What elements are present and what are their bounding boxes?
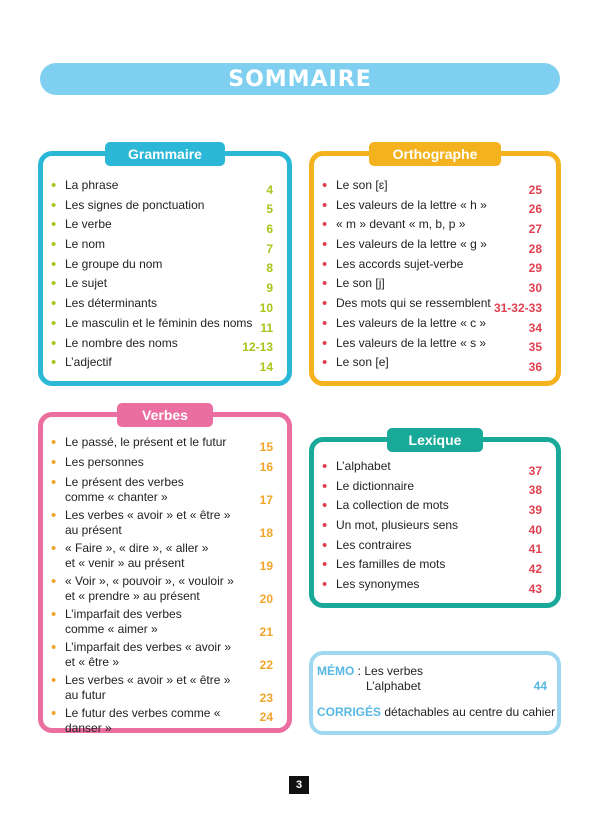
toc-entry bbox=[322, 276, 542, 296]
toc-entry-page: 41 bbox=[528, 542, 542, 557]
section-grammaire bbox=[38, 146, 292, 386]
toc-entry bbox=[51, 435, 273, 455]
toc-entry-label-group bbox=[322, 276, 385, 291]
toc-entry-label: L’imparfait des verbes comme « aimer » bbox=[65, 606, 182, 636]
toc-entry-page: 24 bbox=[259, 710, 273, 725]
toc-entry-page: 21 bbox=[259, 624, 273, 639]
toc-entry-label-group bbox=[51, 541, 208, 571]
toc-entry-label: Le groupe du nom bbox=[65, 256, 163, 271]
toc-entry-page: 38 bbox=[528, 483, 542, 498]
bullet-icon: • bbox=[322, 576, 328, 594]
toc-entry bbox=[322, 178, 542, 198]
toc-entry-label-group bbox=[322, 296, 491, 311]
section-heading-grammaire: Grammaire bbox=[105, 142, 225, 166]
toc-entry-page: 31-32-33 bbox=[493, 300, 542, 315]
toc-entry bbox=[322, 479, 542, 499]
bullet-icon: • bbox=[322, 314, 328, 332]
toc-entry-label: Les personnes bbox=[65, 454, 144, 469]
toc-entry-page: 36 bbox=[528, 359, 542, 374]
toc-entry-label-group bbox=[322, 257, 463, 272]
toc-entry-label: Le son [j] bbox=[336, 276, 385, 291]
toc-entry-label-group bbox=[51, 640, 231, 670]
memo-line-1 bbox=[317, 664, 423, 678]
bullet-icon: • bbox=[322, 177, 328, 194]
toc-entry-label: Les valeurs de la lettre « h » bbox=[336, 197, 487, 212]
bullet-icon: • bbox=[322, 517, 328, 535]
toc-entry bbox=[51, 316, 273, 336]
toc-entry-page: 9 bbox=[266, 281, 273, 296]
toc-entry bbox=[322, 316, 542, 336]
memo-key: MÉMO bbox=[317, 664, 355, 678]
title-banner bbox=[40, 63, 560, 95]
toc-entry-label: Le dictionnaire bbox=[336, 478, 415, 493]
corriges-key: CORRIGÉS bbox=[317, 705, 382, 719]
toc-entry-label: Le nom bbox=[65, 237, 106, 252]
bullet-icon: • bbox=[322, 556, 328, 574]
toc-entry-page: 18 bbox=[259, 525, 273, 540]
toc-entry-label-group bbox=[322, 355, 389, 370]
toc-entry-page: 43 bbox=[528, 581, 542, 596]
page-number: 3 bbox=[289, 776, 309, 794]
toc-entry bbox=[322, 538, 542, 558]
toc-entry bbox=[51, 475, 273, 508]
bullet-icon: • bbox=[322, 236, 328, 254]
toc-entry bbox=[322, 257, 542, 277]
toc-entry-label-group bbox=[322, 178, 388, 193]
toc-entry bbox=[51, 704, 273, 735]
bullet-icon: • bbox=[51, 704, 57, 722]
toc-entry-label-group bbox=[51, 355, 112, 370]
toc-entry-page: 7 bbox=[266, 241, 273, 256]
bullet-icon: • bbox=[322, 477, 328, 495]
toc-entry-page: 16 bbox=[259, 459, 273, 474]
toc-entry bbox=[322, 237, 542, 257]
toc-entry-page: 5 bbox=[266, 202, 273, 217]
bullet-icon: • bbox=[51, 605, 57, 623]
toc-entry-label: Les accords sujet-verbe bbox=[336, 256, 464, 271]
toc-entry bbox=[51, 508, 273, 541]
toc-entry-label: Les valeurs de la lettre « g » bbox=[336, 237, 487, 252]
toc-entry-label-group bbox=[51, 178, 118, 193]
toc-entry-label-group bbox=[322, 217, 465, 232]
toc-entry-label: L’alphabet bbox=[336, 459, 391, 473]
memo-line-2 bbox=[366, 679, 421, 693]
toc-entry-label-group bbox=[322, 479, 414, 494]
toc-entry bbox=[51, 336, 273, 356]
corriges-line bbox=[317, 705, 555, 719]
bullet-icon: • bbox=[322, 497, 328, 515]
toc-entry bbox=[51, 640, 273, 673]
toc-entry-label: Le futur des verbes comme « danser » bbox=[65, 705, 221, 735]
bullet-icon: • bbox=[51, 453, 57, 471]
toc-entry-label: La phrase bbox=[65, 178, 119, 192]
toc-entry-page: 37 bbox=[528, 463, 542, 478]
orthographe-list bbox=[322, 178, 542, 375]
section-heading-lexique: Lexique bbox=[387, 428, 483, 452]
toc-entry-page: 25 bbox=[528, 182, 542, 197]
toc-entry bbox=[51, 178, 273, 198]
toc-entry-label: Le son [ɛ] bbox=[336, 178, 388, 192]
toc-entry bbox=[51, 673, 273, 706]
toc-entry-label-group bbox=[51, 455, 144, 470]
toc-entry-label-group bbox=[322, 538, 411, 553]
toc-entry bbox=[51, 257, 273, 277]
toc-entry bbox=[322, 217, 542, 237]
toc-entry-page: 17 bbox=[259, 492, 273, 507]
toc-entry-page: 6 bbox=[266, 222, 273, 237]
toc-entry-label-group bbox=[322, 557, 445, 572]
toc-entry-page: 28 bbox=[528, 241, 542, 256]
toc-entry-label-group bbox=[51, 574, 234, 604]
section-orthographe bbox=[309, 146, 561, 386]
toc-entry-label-group bbox=[322, 237, 487, 252]
bullet-icon: • bbox=[322, 536, 328, 554]
toc-entry bbox=[51, 574, 273, 607]
toc-entry-page: 40 bbox=[528, 522, 542, 537]
toc-entry-page: 11 bbox=[260, 320, 273, 335]
toc-entry-label: Le son [e] bbox=[336, 355, 389, 370]
toc-entry bbox=[51, 198, 273, 218]
toc-entry-page: 10 bbox=[259, 300, 273, 315]
toc-entry-label: « Faire », « dire », « aller » et « venir » au présent bbox=[65, 540, 209, 570]
toc-entry bbox=[51, 455, 273, 475]
bullet-icon: • bbox=[51, 334, 57, 352]
toc-entry-page: 30 bbox=[528, 281, 542, 296]
toc-entry bbox=[322, 296, 542, 316]
toc-entry-label-group bbox=[322, 316, 486, 331]
toc-entry-label-group bbox=[322, 459, 391, 474]
toc-entry-label: Les valeurs de la lettre « c » bbox=[336, 315, 487, 330]
toc-entry bbox=[322, 355, 542, 375]
toc-entry-page: 29 bbox=[528, 261, 542, 276]
toc-entry-label-group bbox=[51, 237, 105, 252]
section-verbes bbox=[38, 407, 292, 735]
bullet-icon: • bbox=[51, 275, 57, 293]
toc-entry-page: 19 bbox=[259, 558, 273, 573]
bullet-icon: • bbox=[322, 295, 328, 313]
bullet-icon: • bbox=[51, 506, 57, 524]
page-title: SOMMAIRE bbox=[228, 66, 372, 92]
toc-entry-label-group bbox=[51, 276, 107, 291]
toc-entry-label-group bbox=[322, 498, 449, 513]
toc-entry-label: Les valeurs de la lettre « s » bbox=[336, 335, 487, 350]
bullet-icon: • bbox=[51, 638, 57, 656]
toc-entry bbox=[322, 498, 542, 518]
toc-entry-label-group bbox=[322, 336, 486, 351]
bullet-icon: • bbox=[51, 671, 57, 689]
toc-entry bbox=[322, 336, 542, 356]
toc-entry-label-group bbox=[51, 316, 252, 331]
bullet-icon: • bbox=[51, 177, 57, 194]
toc-entry-label-group bbox=[51, 336, 178, 351]
corriges-text: détachables au centre du cahier bbox=[381, 705, 556, 719]
toc-entry bbox=[322, 198, 542, 218]
toc-entry-page: 34 bbox=[528, 320, 542, 335]
toc-entry-page: 22 bbox=[259, 657, 273, 672]
toc-entry-page: 35 bbox=[528, 340, 542, 355]
bullet-icon: • bbox=[322, 255, 328, 273]
toc-entry-label: Le nombre des noms bbox=[65, 335, 178, 350]
toc-entry-label: Les déterminants bbox=[65, 296, 158, 311]
bullet-icon: • bbox=[51, 236, 57, 254]
toc-entry bbox=[51, 237, 273, 257]
bullet-icon: • bbox=[51, 216, 57, 234]
toc-entry-label: Les familles de mots bbox=[336, 557, 446, 572]
bullet-icon: • bbox=[51, 572, 57, 590]
toc-entry-page: 26 bbox=[528, 202, 542, 217]
bullet-icon: • bbox=[322, 334, 328, 352]
toc-entry bbox=[51, 541, 273, 574]
bullet-icon: • bbox=[322, 196, 328, 214]
toc-entry-label-group bbox=[51, 607, 182, 637]
toc-entry-page: 8 bbox=[266, 261, 273, 276]
lexique-list bbox=[322, 459, 542, 597]
memo-page-number: 44 bbox=[533, 679, 547, 693]
grammaire-list bbox=[51, 178, 273, 375]
bullet-icon: • bbox=[51, 354, 57, 372]
toc-entry-label: Les signes de ponctuation bbox=[65, 197, 205, 212]
section-heading-orthographe: Orthographe bbox=[369, 142, 501, 166]
toc-entry bbox=[51, 276, 273, 296]
bullet-icon: • bbox=[51, 255, 57, 273]
toc-entry-label: Les synonymes bbox=[336, 577, 420, 592]
toc-entry bbox=[51, 217, 273, 237]
toc-entry-page: 20 bbox=[259, 591, 273, 606]
toc-entry-label-group bbox=[51, 475, 184, 505]
toc-entry-label-group bbox=[51, 508, 230, 538]
memo-item-verbes: Les verbes bbox=[364, 664, 424, 678]
bullet-icon: • bbox=[322, 354, 328, 372]
bullet-icon: • bbox=[322, 275, 328, 293]
bullet-icon: • bbox=[51, 314, 57, 332]
toc-entry-label: Le présent des verbes comme « chanter » bbox=[65, 474, 184, 504]
toc-entry-label-group bbox=[51, 435, 226, 450]
toc-entry bbox=[322, 577, 542, 597]
toc-entry-label-group bbox=[322, 577, 419, 592]
toc-entry-label: Les verbes « avoir » et « être » au futur bbox=[65, 672, 231, 702]
toc-entry bbox=[322, 459, 542, 479]
toc-entry bbox=[51, 607, 273, 640]
toc-entry-label: Le passé, le présent et le futur bbox=[65, 435, 227, 449]
toc-entry-label-group bbox=[51, 706, 260, 736]
toc-entry-label: Les verbes « avoir » et « être » au présent bbox=[65, 507, 231, 537]
toc-entry-label: Un mot, plusieurs sens bbox=[336, 518, 459, 533]
toc-entry bbox=[322, 518, 542, 538]
memo-sep: : bbox=[354, 664, 365, 678]
toc-entry-label: Des mots qui se ressemblent bbox=[336, 296, 491, 311]
toc-entry-page: 14 bbox=[259, 359, 273, 374]
toc-entry-label-group bbox=[51, 296, 157, 311]
memo-box bbox=[309, 651, 561, 735]
toc-entry-label-group bbox=[51, 257, 162, 272]
toc-entry-page: 15 bbox=[259, 439, 273, 454]
bullet-icon: • bbox=[322, 458, 328, 475]
section-heading-verbes: Verbes bbox=[117, 403, 213, 427]
toc-entry-page: 23 bbox=[259, 690, 273, 705]
toc-entry-label: Les contraires bbox=[336, 537, 412, 552]
memo-item-alphabet: L’alphabet bbox=[366, 679, 421, 693]
toc-entry-label: Le masculin et le féminin des noms bbox=[65, 315, 253, 330]
toc-entry-label: « Voir », « pouvoir », « vouloir » et « prendre » au présent bbox=[65, 573, 234, 603]
toc-entry-page: 42 bbox=[528, 562, 542, 577]
toc-entry-label: Le sujet bbox=[65, 276, 108, 291]
toc-entry-label-group bbox=[51, 673, 230, 703]
toc-entry bbox=[51, 355, 273, 375]
toc-entry-label-group bbox=[322, 198, 487, 213]
toc-entry-label-group bbox=[51, 198, 204, 213]
toc-entry-page: 27 bbox=[528, 222, 542, 237]
bullet-icon: • bbox=[51, 539, 57, 557]
bullet-icon: • bbox=[51, 434, 57, 451]
verbes-list bbox=[51, 434, 273, 735]
bullet-icon: • bbox=[51, 295, 57, 313]
toc-entry bbox=[322, 557, 542, 577]
toc-entry-label: L’adjectif bbox=[65, 355, 112, 370]
toc-entry-page: 4 bbox=[266, 182, 273, 197]
toc-entry-label: La collection de mots bbox=[336, 498, 449, 513]
toc-entry-label: Le verbe bbox=[65, 217, 112, 232]
toc-entry-label: « m » devant « m, b, p » bbox=[336, 217, 466, 232]
toc-entry-label: L’imparfait des verbes « avoir » et « être » bbox=[65, 639, 232, 669]
toc-entry-page: 39 bbox=[528, 503, 542, 518]
section-lexique bbox=[309, 432, 561, 608]
bullet-icon: • bbox=[51, 196, 57, 214]
bullet-icon: • bbox=[51, 473, 57, 491]
toc-entry bbox=[51, 296, 273, 316]
toc-entry-label-group bbox=[322, 518, 458, 533]
bullet-icon: • bbox=[322, 216, 328, 234]
toc-entry-page: 12-13 bbox=[242, 340, 273, 355]
toc-entry-label-group bbox=[51, 217, 112, 232]
